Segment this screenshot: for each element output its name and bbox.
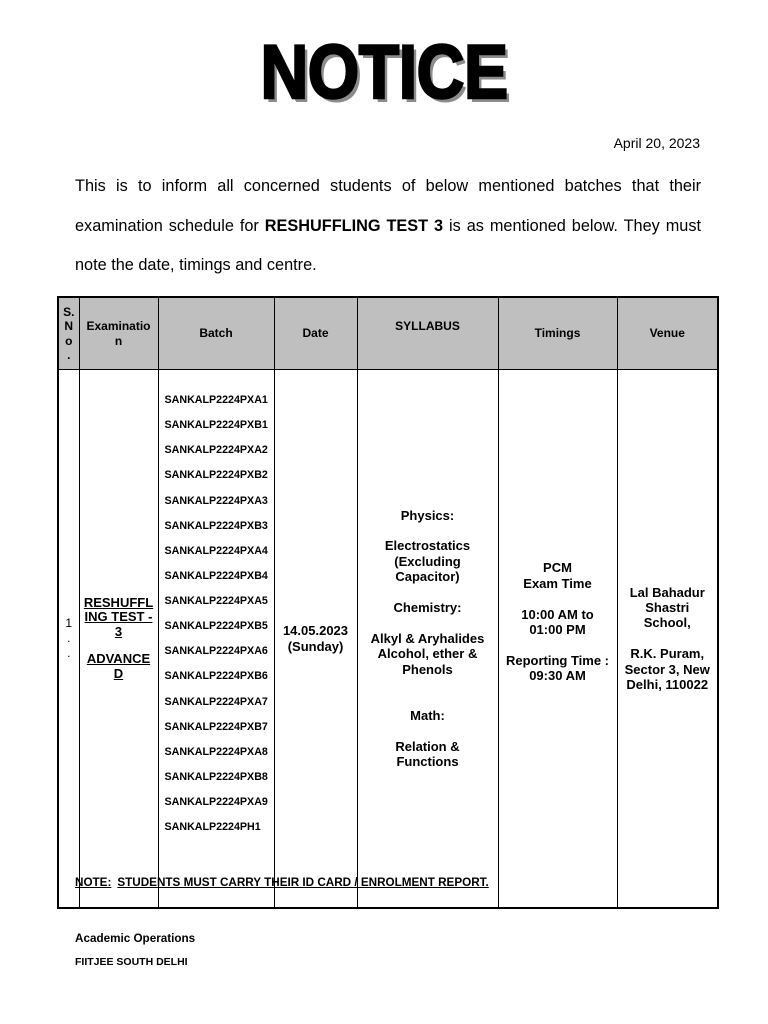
examination-line: RESHUFFL	[83, 594, 154, 610]
note	[75, 875, 489, 891]
venue-address-line: Sector 3, New	[624, 661, 710, 677]
header-batch: Batch	[158, 297, 274, 370]
syllabus-topic-line: Functions	[396, 754, 459, 769]
intro-line-2-end: is as mentioned below. They must	[443, 216, 701, 235]
cell-sno	[58, 370, 79, 909]
syllabus-topic-line: (Excluding	[394, 553, 461, 569]
intro-line-1: This is to inform all concerned students of below mentioned batches that their	[75, 177, 701, 195]
batch-item: SANKALP2224PXA8	[164, 745, 268, 758]
timings-range-line: 10:00 AM to	[521, 606, 594, 622]
signature-department: Academic Operations	[75, 932, 196, 945]
timings-label: Exam Time	[523, 575, 592, 591]
syllabus-chemistry	[358, 600, 498, 677]
note-label: NOTE:	[75, 876, 112, 889]
exam-date: 14.05.2023	[282, 622, 349, 638]
signature-organization: FIITJEE SOUTH DELHI	[75, 956, 188, 968]
header-sno-line: o	[65, 333, 73, 348]
venue-name-line: School,	[643, 615, 691, 631]
examination-level-line: D	[113, 665, 124, 681]
cell-examination	[79, 370, 158, 909]
venue-name-line: Shastri	[645, 600, 690, 616]
batch-item: SANKALP2224PXA4	[164, 544, 268, 557]
table-row	[58, 370, 718, 909]
syllabus-physics	[358, 508, 498, 585]
examination-line: ING TEST -	[84, 609, 153, 625]
sno-line: .	[67, 646, 71, 660]
syllabus-math	[358, 708, 498, 770]
header-sno-line: .	[67, 348, 71, 362]
syllabus-topic-line: Relation &	[395, 738, 460, 754]
batch-item: SANKALP2224PXA1	[164, 394, 268, 406]
cell-venue	[617, 370, 718, 909]
intro-line-2-start: examination schedule for	[75, 216, 265, 235]
schedule-table	[57, 296, 719, 909]
exam-day: (Sunday)	[287, 638, 344, 654]
batch-item: SANKALP2224PXA9	[164, 796, 268, 808]
venue-address-line: Delhi, 110022	[626, 676, 709, 692]
header-venue: Venue	[617, 297, 718, 370]
notice-title: NOTICE	[260, 30, 508, 115]
header-sno	[58, 297, 79, 370]
batch-item: SANKALP2224PXA5	[164, 595, 268, 607]
syllabus-topic-line: Alkyl & Aryhalides	[370, 630, 485, 646]
batch-item: SANKALP2224PXA7	[164, 695, 268, 708]
intro-line-3: note the date, timings and centre.	[75, 256, 317, 274]
batch-item: SANKALP2224PXA2	[164, 444, 268, 457]
batch-item: SANKALP2224PXB2	[164, 469, 268, 482]
reporting-time-value: 09:30 AM	[529, 668, 586, 684]
header-examination	[79, 297, 158, 370]
header-date: Date	[274, 297, 357, 370]
batch-item: SANKALP2224PXB3	[164, 519, 268, 532]
sno-line: 1	[65, 616, 73, 630]
intro-test-name: RESHUFFLING TEST 3	[264, 216, 444, 235]
examination-level-line: ADVANCE	[86, 650, 151, 666]
batch-item: SANKALP2224PXB5	[164, 620, 268, 633]
syllabus-topic-line: Electrostatics	[384, 538, 471, 554]
cell-timings	[498, 370, 617, 909]
intro-paragraph	[75, 167, 701, 286]
timings-subject: PCM	[543, 560, 572, 576]
venue-name-line: Lal Bahadur	[629, 584, 705, 600]
batch-item: SANKALP2224PXA3	[164, 494, 268, 507]
timings-range-line: 01:00 PM	[529, 622, 586, 637]
venue-address-line: R.K. Puram,	[630, 646, 705, 662]
header-sno-line: S.	[63, 304, 75, 319]
batch-item: SANKALP2224PXB8	[164, 770, 268, 783]
batch-item: SANKALP2224PH1	[164, 821, 261, 834]
batch-item: SANKALP2224PXB7	[164, 720, 268, 733]
batch-item: SANKALP2224PXB4	[164, 569, 268, 582]
notice-title-block	[0, 30, 768, 117]
note-text: STUDENTS MUST CARRY THEIR ID CARD / ENROLMENT REPORT.	[117, 876, 489, 889]
syllabus-topic-line: Phenols	[402, 661, 453, 677]
cell-date	[274, 370, 357, 909]
syllabus-subject: Physics:	[400, 507, 455, 523]
header-syllabus: SYLLABUS	[357, 297, 498, 370]
header-examination-line: n	[114, 333, 123, 348]
header-sno-line: N	[64, 319, 74, 333]
reporting-time-label: Reporting Time :	[505, 652, 610, 668]
syllabus-topic-line: Alcohol, ether &	[377, 646, 478, 662]
batch-item: SANKALP2224PXB1	[164, 419, 268, 432]
batch-item: SANKALP2224PXB6	[164, 670, 268, 683]
sno-line: .	[67, 631, 71, 645]
examination-line: 3	[114, 624, 123, 640]
syllabus-subject: Math:	[410, 707, 445, 723]
notice-date: April 20, 2023	[613, 135, 700, 151]
syllabus-topic-line: Capacitor)	[395, 569, 460, 585]
cell-syllabus	[357, 370, 498, 909]
intro-line-2	[75, 207, 701, 247]
header-timings: Timings	[498, 297, 617, 370]
batch-item: SANKALP2224PXA6	[164, 645, 268, 658]
cell-batch	[158, 370, 274, 909]
header-examination-line: Examinatio	[86, 319, 151, 333]
table-header-row	[58, 297, 718, 370]
syllabus-subject: Chemistry:	[393, 599, 462, 615]
